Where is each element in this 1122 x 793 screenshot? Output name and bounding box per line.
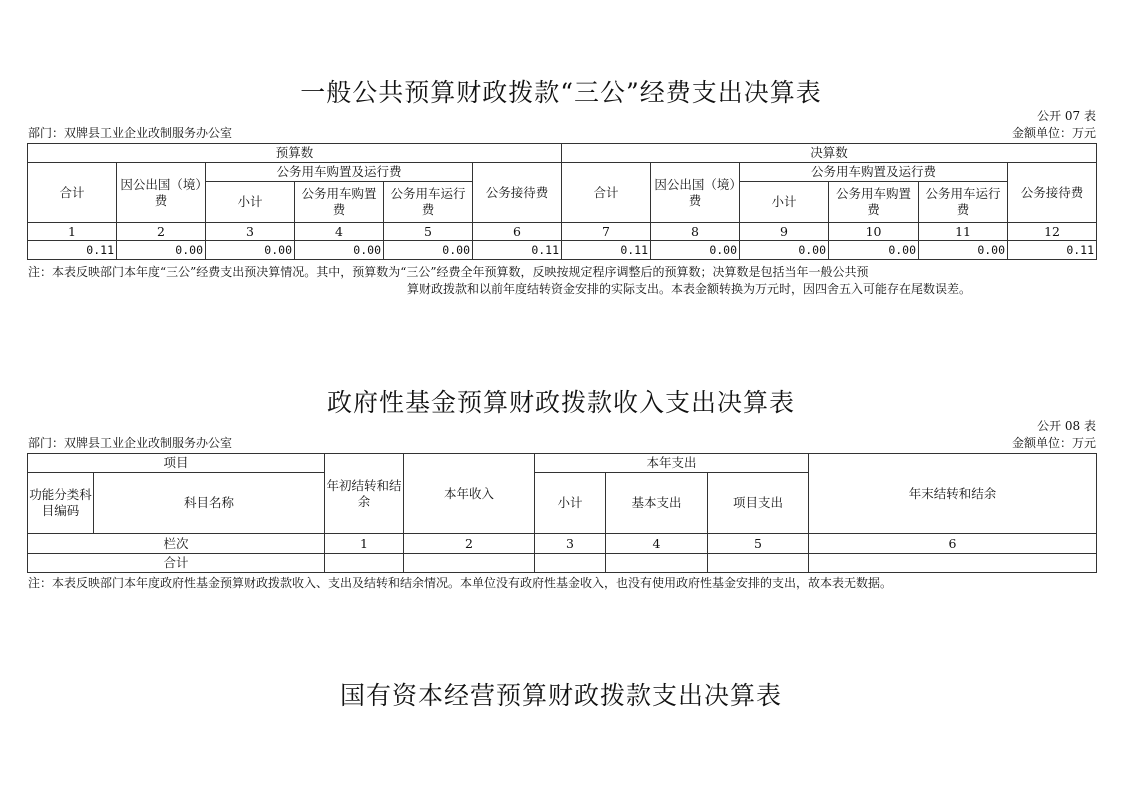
table2-department: 部门：双牌县工业企业改制服务办公室 [28, 436, 233, 450]
column-number: 6 [809, 534, 1097, 554]
table3-title: 国有资本经营预算财政拨款支出决算表 [339, 681, 782, 710]
total-basic-cell [606, 554, 708, 573]
budget-reception-value: 0.11 [473, 241, 562, 260]
final-operation-header: 公务用车运行费 [919, 182, 1008, 223]
budget-total-value: 0.11 [28, 241, 117, 260]
income-header: 本年收入 [404, 454, 535, 534]
basic-expense-header: 基本支出 [606, 473, 708, 534]
column-number: 11 [919, 223, 1008, 241]
three-public-expenses-table [27, 143, 1097, 260]
budget-purchase-value: 0.00 [295, 241, 384, 260]
table2-form-number: 公开 08 表 [1037, 419, 1096, 433]
function-code-header: 功能分类科目编码 [28, 473, 94, 534]
total-end-cell [809, 554, 1097, 573]
total-row-label: 合计 [28, 554, 325, 573]
table1-note-line2: 算财政拨款和以前年度结转资金安排的实际支出。本表金额转换为万元时，因四舍五入可能存在尾数误差。 [407, 282, 972, 296]
column-number: 10 [829, 223, 919, 241]
table2-title: 政府性基金预算财政拨款收入支出决算表 [326, 388, 795, 417]
budget-vehicle-header: 公务用车购置及运行费 [206, 163, 473, 182]
column-number: 4 [606, 534, 708, 554]
column-index-label: 栏次 [28, 534, 325, 554]
total-begin-cell [325, 554, 404, 573]
final-abroad-header: 因公出国（境）费 [651, 163, 740, 223]
column-number: 4 [295, 223, 384, 241]
project-expense-header: 项目支出 [708, 473, 809, 534]
table2-unit: 金额单位：万元 [1011, 436, 1096, 450]
column-number: 9 [740, 223, 829, 241]
column-number: 8 [651, 223, 740, 241]
begin-balance-header: 年初结转和结余 [325, 454, 404, 534]
final-total-value: 0.11 [562, 241, 651, 260]
budget-total-header: 合计 [28, 163, 117, 223]
end-balance-header: 年末结转和结余 [809, 454, 1097, 534]
final-vehicle-header: 公务用车购置及运行费 [740, 163, 1008, 182]
column-number: 7 [562, 223, 651, 241]
subject-name-header: 科目名称 [94, 473, 325, 534]
column-number: 3 [535, 534, 606, 554]
budget-header: 预算数 [28, 144, 562, 163]
column-number: 1 [28, 223, 117, 241]
column-number: 2 [117, 223, 206, 241]
item-header: 项目 [28, 454, 325, 473]
budget-abroad-header: 因公出国（境）费 [117, 163, 206, 223]
column-number: 5 [384, 223, 473, 241]
expense-subtotal-header: 小计 [535, 473, 606, 534]
column-number: 5 [708, 534, 809, 554]
final-purchase-value: 0.00 [829, 241, 919, 260]
final-subtotal-header: 小计 [740, 182, 829, 223]
total-income-cell [404, 554, 535, 573]
final-abroad-value: 0.00 [651, 241, 740, 260]
final-total-header: 合计 [562, 163, 651, 223]
column-number: 3 [206, 223, 295, 241]
expense-header: 本年支出 [535, 454, 809, 473]
column-number: 2 [404, 534, 535, 554]
budget-operation-header: 公务用车运行费 [384, 182, 473, 223]
final-reception-header: 公务接待费 [1008, 163, 1097, 223]
final-reception-value: 0.11 [1008, 241, 1097, 260]
final-operation-value: 0.00 [919, 241, 1008, 260]
final-subtotal-value: 0.00 [740, 241, 829, 260]
column-number: 6 [473, 223, 562, 241]
government-fund-table [27, 453, 1097, 573]
total-subtotal-cell [535, 554, 606, 573]
total-project-cell [708, 554, 809, 573]
budget-operation-value: 0.00 [384, 241, 473, 260]
table1-note [28, 264, 1098, 298]
table2-note: 注：本表反映部门本年度政府性基金预算财政拨款收入、支出及结转和结余情况。本单位没有政府性基金收入，也没有使用政府性基金安排的支出，故本表无数据。 [28, 576, 893, 590]
column-number: 12 [1008, 223, 1097, 241]
final-header: 决算数 [562, 144, 1097, 163]
budget-reception-header: 公务接待费 [473, 163, 562, 223]
table1-note-line1: 注：本表反映部门本年度“三公”经费支出预决算情况。其中，预算数为“三公”经费全年预算数，反映按规定程序调整后的预算数；决算数是包括当年一般公共预 [28, 265, 869, 279]
budget-abroad-value: 0.00 [117, 241, 206, 260]
table1-department: 部门：双牌县工业企业改制服务办公室 [28, 126, 233, 140]
table1-form-number: 公开 07 表 [1037, 109, 1096, 123]
budget-subtotal-header: 小计 [206, 182, 295, 223]
column-number: 1 [325, 534, 404, 554]
table1-title: 一般公共预算财政拨款“三公”经费支出决算表 [300, 78, 822, 107]
table1-unit: 金额单位：万元 [1011, 126, 1096, 140]
final-purchase-header: 公务用车购置费 [829, 182, 919, 223]
budget-subtotal-value: 0.00 [206, 241, 295, 260]
budget-purchase-header: 公务用车购置费 [295, 182, 384, 223]
